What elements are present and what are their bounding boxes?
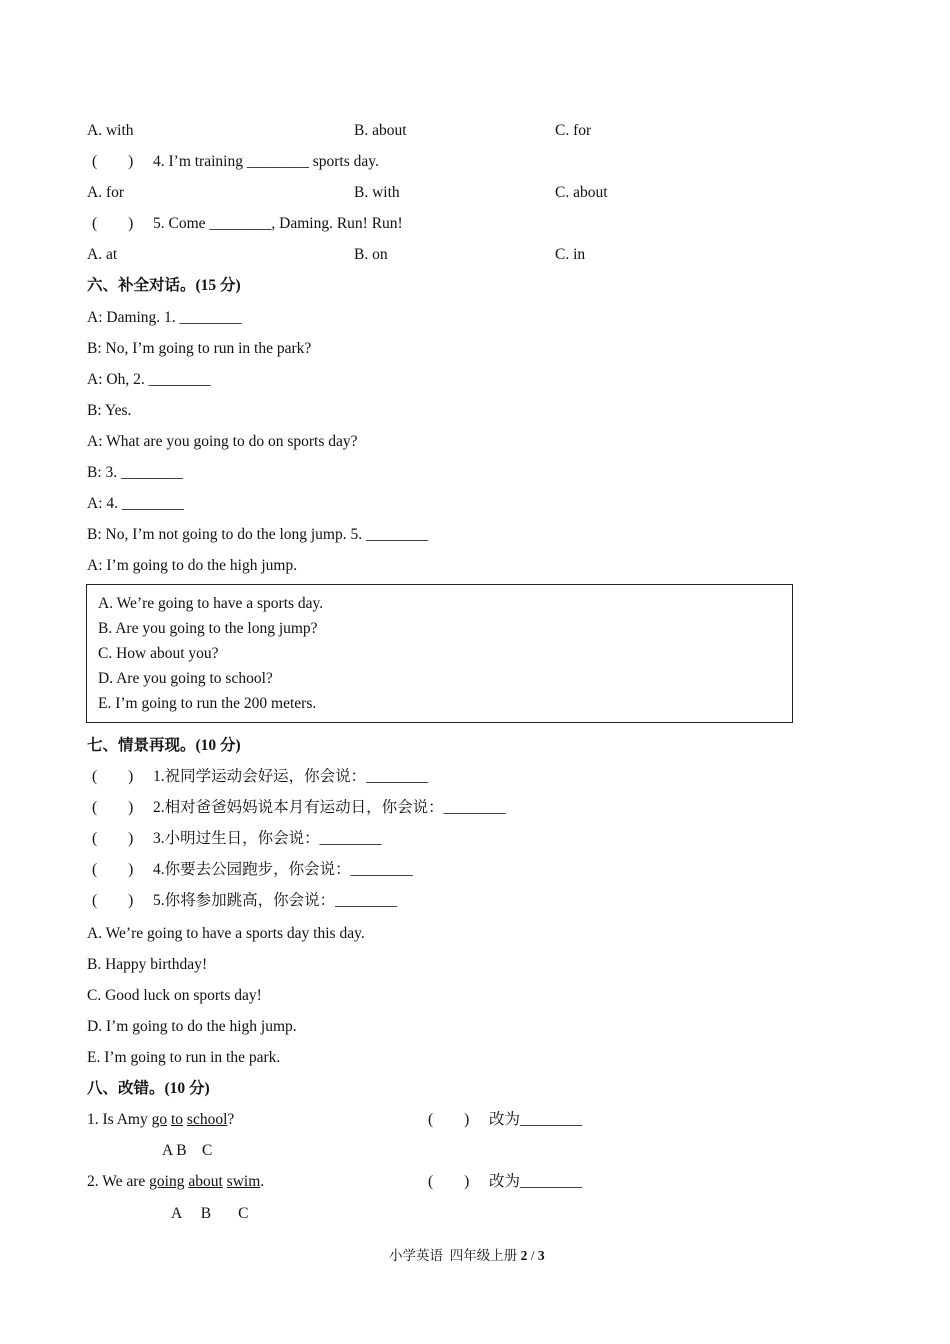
q3-option-c: C. for <box>555 122 592 139</box>
underlined-word-c: swim <box>226 1173 261 1190</box>
q5-question: 5. Come ________, Daming. Run! Run! <box>153 215 403 232</box>
dialogue-option-d: D. Are you going to school? <box>98 670 273 687</box>
q4-option-b: B. with <box>354 184 400 201</box>
scenario-option-a: A. We’re going to have a sports day this day. <box>87 925 365 942</box>
scenario-item-3: 3.小明过生日，你会说：________ <box>153 830 382 847</box>
underlined-word-a: go <box>151 1111 168 1128</box>
page-total: 3 <box>537 1248 545 1263</box>
scenario-item-4: 4.你要去公园跑步，你会说：________ <box>153 861 413 878</box>
dialogue-option-a: A. We’re going to have a sports day. <box>98 595 324 612</box>
dialogue-line-8: B: No, I’m not going to do the long jump. 5. ________ <box>87 526 428 543</box>
correction-1-letters: A B C <box>162 1142 213 1159</box>
underlined-word-b: to <box>170 1111 184 1128</box>
correction-2-answer: 改为________ <box>489 1173 583 1190</box>
correction-2-paren: ( ) <box>428 1173 470 1190</box>
q4-question: 4. I’m training ________ sports day. <box>153 153 379 170</box>
scenario-option-e: E. I’m going to run in the park. <box>87 1049 281 1066</box>
dialogue-line-3: A: Oh, 2. ________ <box>87 371 211 388</box>
q4-answer-paren: ( ) <box>92 153 134 170</box>
q4-option-c: C. about <box>555 184 608 201</box>
scenario-item-1: 1.祝同学运动会好运，你会说：________ <box>153 768 429 785</box>
dialogue-option-e: E. I’m going to run the 200 meters. <box>98 695 317 712</box>
correction-2-letters: A B C <box>171 1205 249 1222</box>
underlined-word-c: school <box>186 1111 228 1128</box>
dialogue-option-c: C. How about you? <box>98 645 219 662</box>
dialogue-line-9: A: I’m going to do the high jump. <box>87 557 298 574</box>
scenario-1-paren: ( ) <box>92 768 134 785</box>
scenario-2-paren: ( ) <box>92 799 134 816</box>
dialogue-line-4: B: Yes. <box>87 402 132 419</box>
correction-1-paren: ( ) <box>428 1111 470 1128</box>
underlined-word-b: about <box>188 1173 223 1190</box>
q4-option-a: A. for <box>87 184 125 201</box>
dialogue-line-1: A: Daming. 1. ________ <box>87 309 242 326</box>
dialogue-line-5: A: What are you going to do on sports day? <box>87 433 358 450</box>
q5-answer-paren: ( ) <box>92 215 134 232</box>
scenario-item-5: 5.你将参加跳高，你会说：________ <box>153 892 398 909</box>
q5-option-a: A. at <box>87 246 118 263</box>
q5-option-b: B. on <box>354 246 388 263</box>
correction-sentence-2: 2. We are going about swim. <box>87 1173 265 1190</box>
section8-heading: 八、改错。(10 分) <box>87 1080 210 1097</box>
dialogue-option-b: B. Are you going to the long jump? <box>98 620 318 637</box>
scenario-4-paren: ( ) <box>92 861 134 878</box>
q3-option-b: B. about <box>354 122 407 139</box>
scenario-option-c: C. Good luck on sports day! <box>87 987 262 1004</box>
dialogue-line-2: B: No, I’m going to run in the park? <box>87 340 312 357</box>
scenario-5-paren: ( ) <box>92 892 134 909</box>
correction-sentence-1: 1. Is Amy go to school? <box>87 1111 235 1128</box>
correction-1-answer: 改为________ <box>489 1111 583 1128</box>
dialogue-line-6: B: 3. ________ <box>87 464 184 481</box>
scenario-option-d: D. I’m going to do the high jump. <box>87 1018 297 1035</box>
page-number: 2 <box>520 1248 528 1263</box>
section7-heading: 七、情景再现。(10 分) <box>87 737 241 754</box>
section6-heading: 六、补全对话。(15 分) <box>87 277 241 294</box>
page-footer: 小学英语 四年级上册 2 / 3 <box>389 1248 545 1263</box>
q3-option-a: A. with <box>87 122 134 139</box>
scenario-3-paren: ( ) <box>92 830 134 847</box>
scenario-option-b: B. Happy birthday! <box>87 956 208 973</box>
dialogue-line-7: A: 4. ________ <box>87 495 184 512</box>
q5-option-c: C. in <box>555 246 586 263</box>
underlined-word-a: going <box>149 1173 185 1190</box>
scenario-item-2: 2.相对爸爸妈妈说本月有运动日，你会说：________ <box>153 799 506 816</box>
